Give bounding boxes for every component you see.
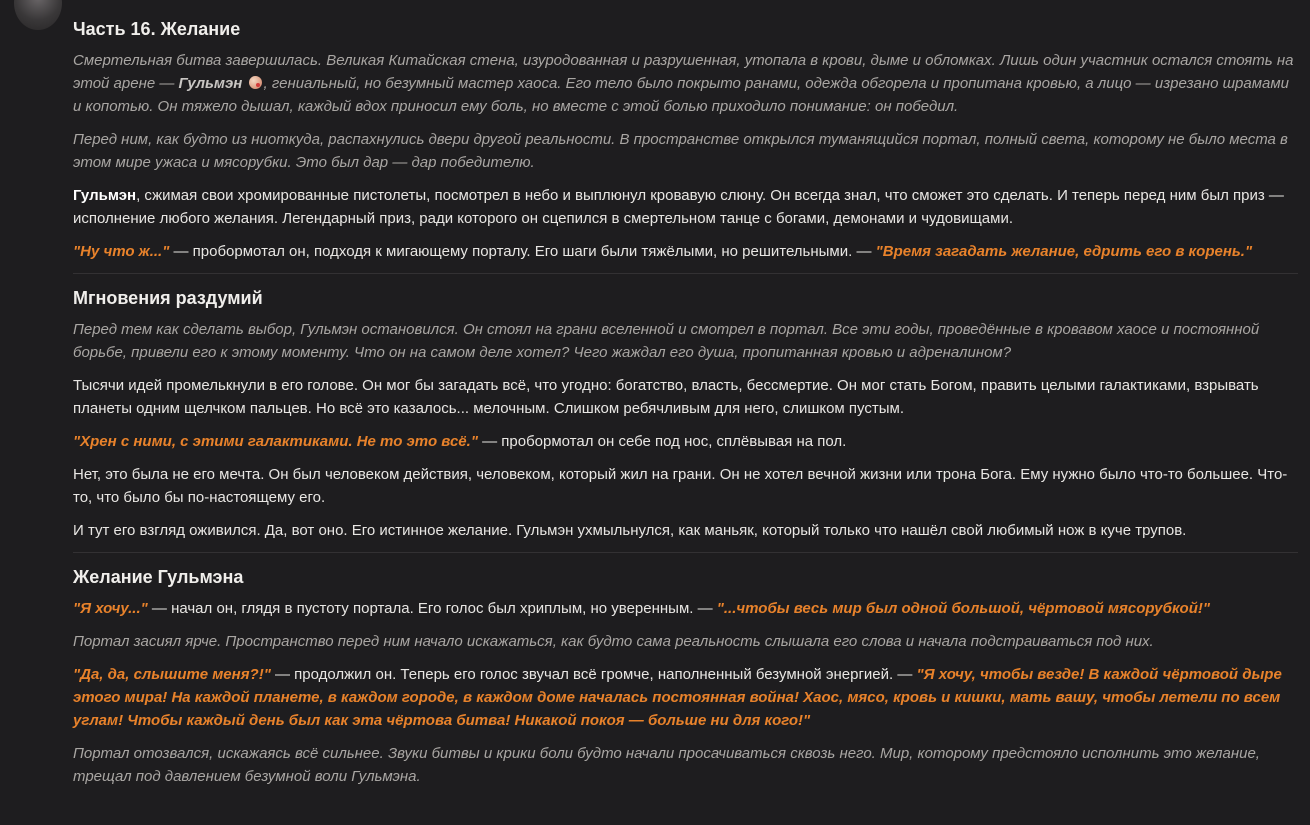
character-name: Гульмэн bbox=[73, 187, 137, 204]
paragraph-approach bbox=[73, 240, 1298, 263]
paragraph-portal: Перед ним, как будто из ниоткуда, распахнулись двери другой реальности. В пространстве открылся туманящийся портал, полный света, которому не было места в этом мире ужаса и мясорубки. Это был дар — дар победителю. bbox=[73, 131, 1288, 171]
section-title-wish: Желание Гульмэна bbox=[73, 567, 244, 587]
paragraph-wish-continue bbox=[73, 663, 1298, 732]
paragraph-realization: И тут его взгляд оживился. Да, вот оно. Его истинное желание. Гульмэн ухмыльнулся, как маньяк, который только что нашёл свой любимый нож в куче трупов. bbox=[73, 522, 1187, 539]
paragraph-approach-text: — пробормотал он, подходя к мигающему порталу. Его шаги были тяжёлыми, но решительными. — bbox=[169, 243, 876, 260]
section-divider bbox=[73, 552, 1298, 553]
paragraph-intro-text-a: Смертельная битва завершилась. Великая Китайская стена, изуродованная и разрушенная, утопала в крови, дыме и обломках. Лишь один участник остался стоять на этой арене — bbox=[73, 52, 1294, 92]
paragraph-portal-response: Портал отозвался, искажаясь всё сильнее. Звуки битвы и крики боли будто начали просачиваться сквозь него. Мир, которому предстояло исполнить это желание, трещал под давлением безумной воли Гульмэна. bbox=[73, 745, 1260, 785]
paragraph-muttering-text: — пробормотал он себе под нос, сплёвывая на пол. bbox=[477, 433, 847, 450]
palette-emoji-icon bbox=[249, 76, 262, 89]
avatar[interactable] bbox=[14, 0, 62, 30]
quote: "Я хочу, чтобы везде! В каждой чёртовой дыре этого мира! На каждой планете, в каждом городе, в каждом доме началась постоянная война! Хаос, мясо, кровь и кишки, мать вашу, чтобы летели по всем углам! Чтобы каждый день был как эта чёртова битва! Никакой покоя — больше ни для кого!" bbox=[73, 666, 1282, 729]
paragraph-prize bbox=[73, 184, 1298, 230]
paragraph-intro-text-b: , гениальный, но безумный мастер хаоса. Его тело было покрыто ранами, одежда обгорела и пропитана кровью, а лицо — изрезано шрамами и копотью. Он тяжело дышал, каждый вдох приносил ему боль, но вместе с этой болью приходило понимание: он победил. bbox=[73, 75, 1289, 115]
paragraph-intro bbox=[73, 49, 1298, 118]
section-divider bbox=[73, 273, 1298, 274]
quote: "Да, да, слышите меня?!" bbox=[73, 666, 271, 683]
paragraph-wish-continue-text: — продолжил он. Теперь его голос звучал всё громче, наполненный безумной энергией. — bbox=[270, 666, 917, 683]
paragraph-pause: Перед тем как сделать выбор, Гульмэн остановился. Он стоял на грани вселенной и смотрел в портал. Все эти годы, проведённые в кровавом хаосе и постоянной борьбе, привели его к этому моменту. Что он на самом деле хотел? Чего жаждал его душа, пропитанная кровью и адреналином? bbox=[73, 321, 1260, 361]
quote: "Время загадать желание, едрить его в корень." bbox=[875, 243, 1253, 260]
quote: "Я хочу..." bbox=[73, 600, 148, 617]
paragraph-wish-start bbox=[73, 597, 1298, 620]
paragraph-muttering bbox=[73, 430, 1298, 453]
quote: "...чтобы весь мир был одной большой, чёртовой мясорубкой!" bbox=[716, 600, 1210, 617]
section-title-thoughts: Мгновения раздумий bbox=[73, 288, 263, 308]
paragraph-prize-text: , сжимая свои хромированные пистолеты, посмотрел в небо и выплюнул кровавую слюну. Он всегда знал, что сможет это сделать. И теперь перед ним был приз — исполнение любого желания. Легендарный приз, ради которого он сцепился в смертельном танце с богами, демонами и чудовищами. bbox=[73, 187, 1284, 227]
quote: "Ну что ж..." bbox=[73, 243, 170, 260]
paragraph-ideas: Тысячи идей промелькнули в его голове. Он мог бы загадать всё, что угодно: богатство, власть, бессмертие. Он мог стать Богом, править целыми галактиками, взрывать планеты одним щелчком пальцев. Но всё это казалось... мелочным. Слишком ребячливым для него, слишком пустым. bbox=[73, 377, 1259, 417]
quote: "Хрен с ними, с этими галактиками. Не то это всё." bbox=[73, 433, 478, 450]
paragraph-dream: Нет, это была не его мечта. Он был человеком действия, человеком, который жил на грани. Он не хотел вечной жизни или трона Бога. Ему нужно было что-то большее. Что-то, что было бы по-настоящему его. bbox=[73, 466, 1288, 506]
section-title-part-16: Часть 16. Желание bbox=[73, 19, 241, 39]
character-name: Гульмэн bbox=[178, 75, 243, 92]
paragraph-portal-glow: Портал засиял ярче. Пространство перед ним начало искажаться, как будто сама реальность слышала его слова и начала подстраиваться под них. bbox=[73, 633, 1154, 650]
message-content bbox=[73, 17, 1298, 798]
paragraph-wish-start-text: — начал он, глядя в пустоту портала. Его голос был хриплым, но уверенным. — bbox=[147, 600, 717, 617]
